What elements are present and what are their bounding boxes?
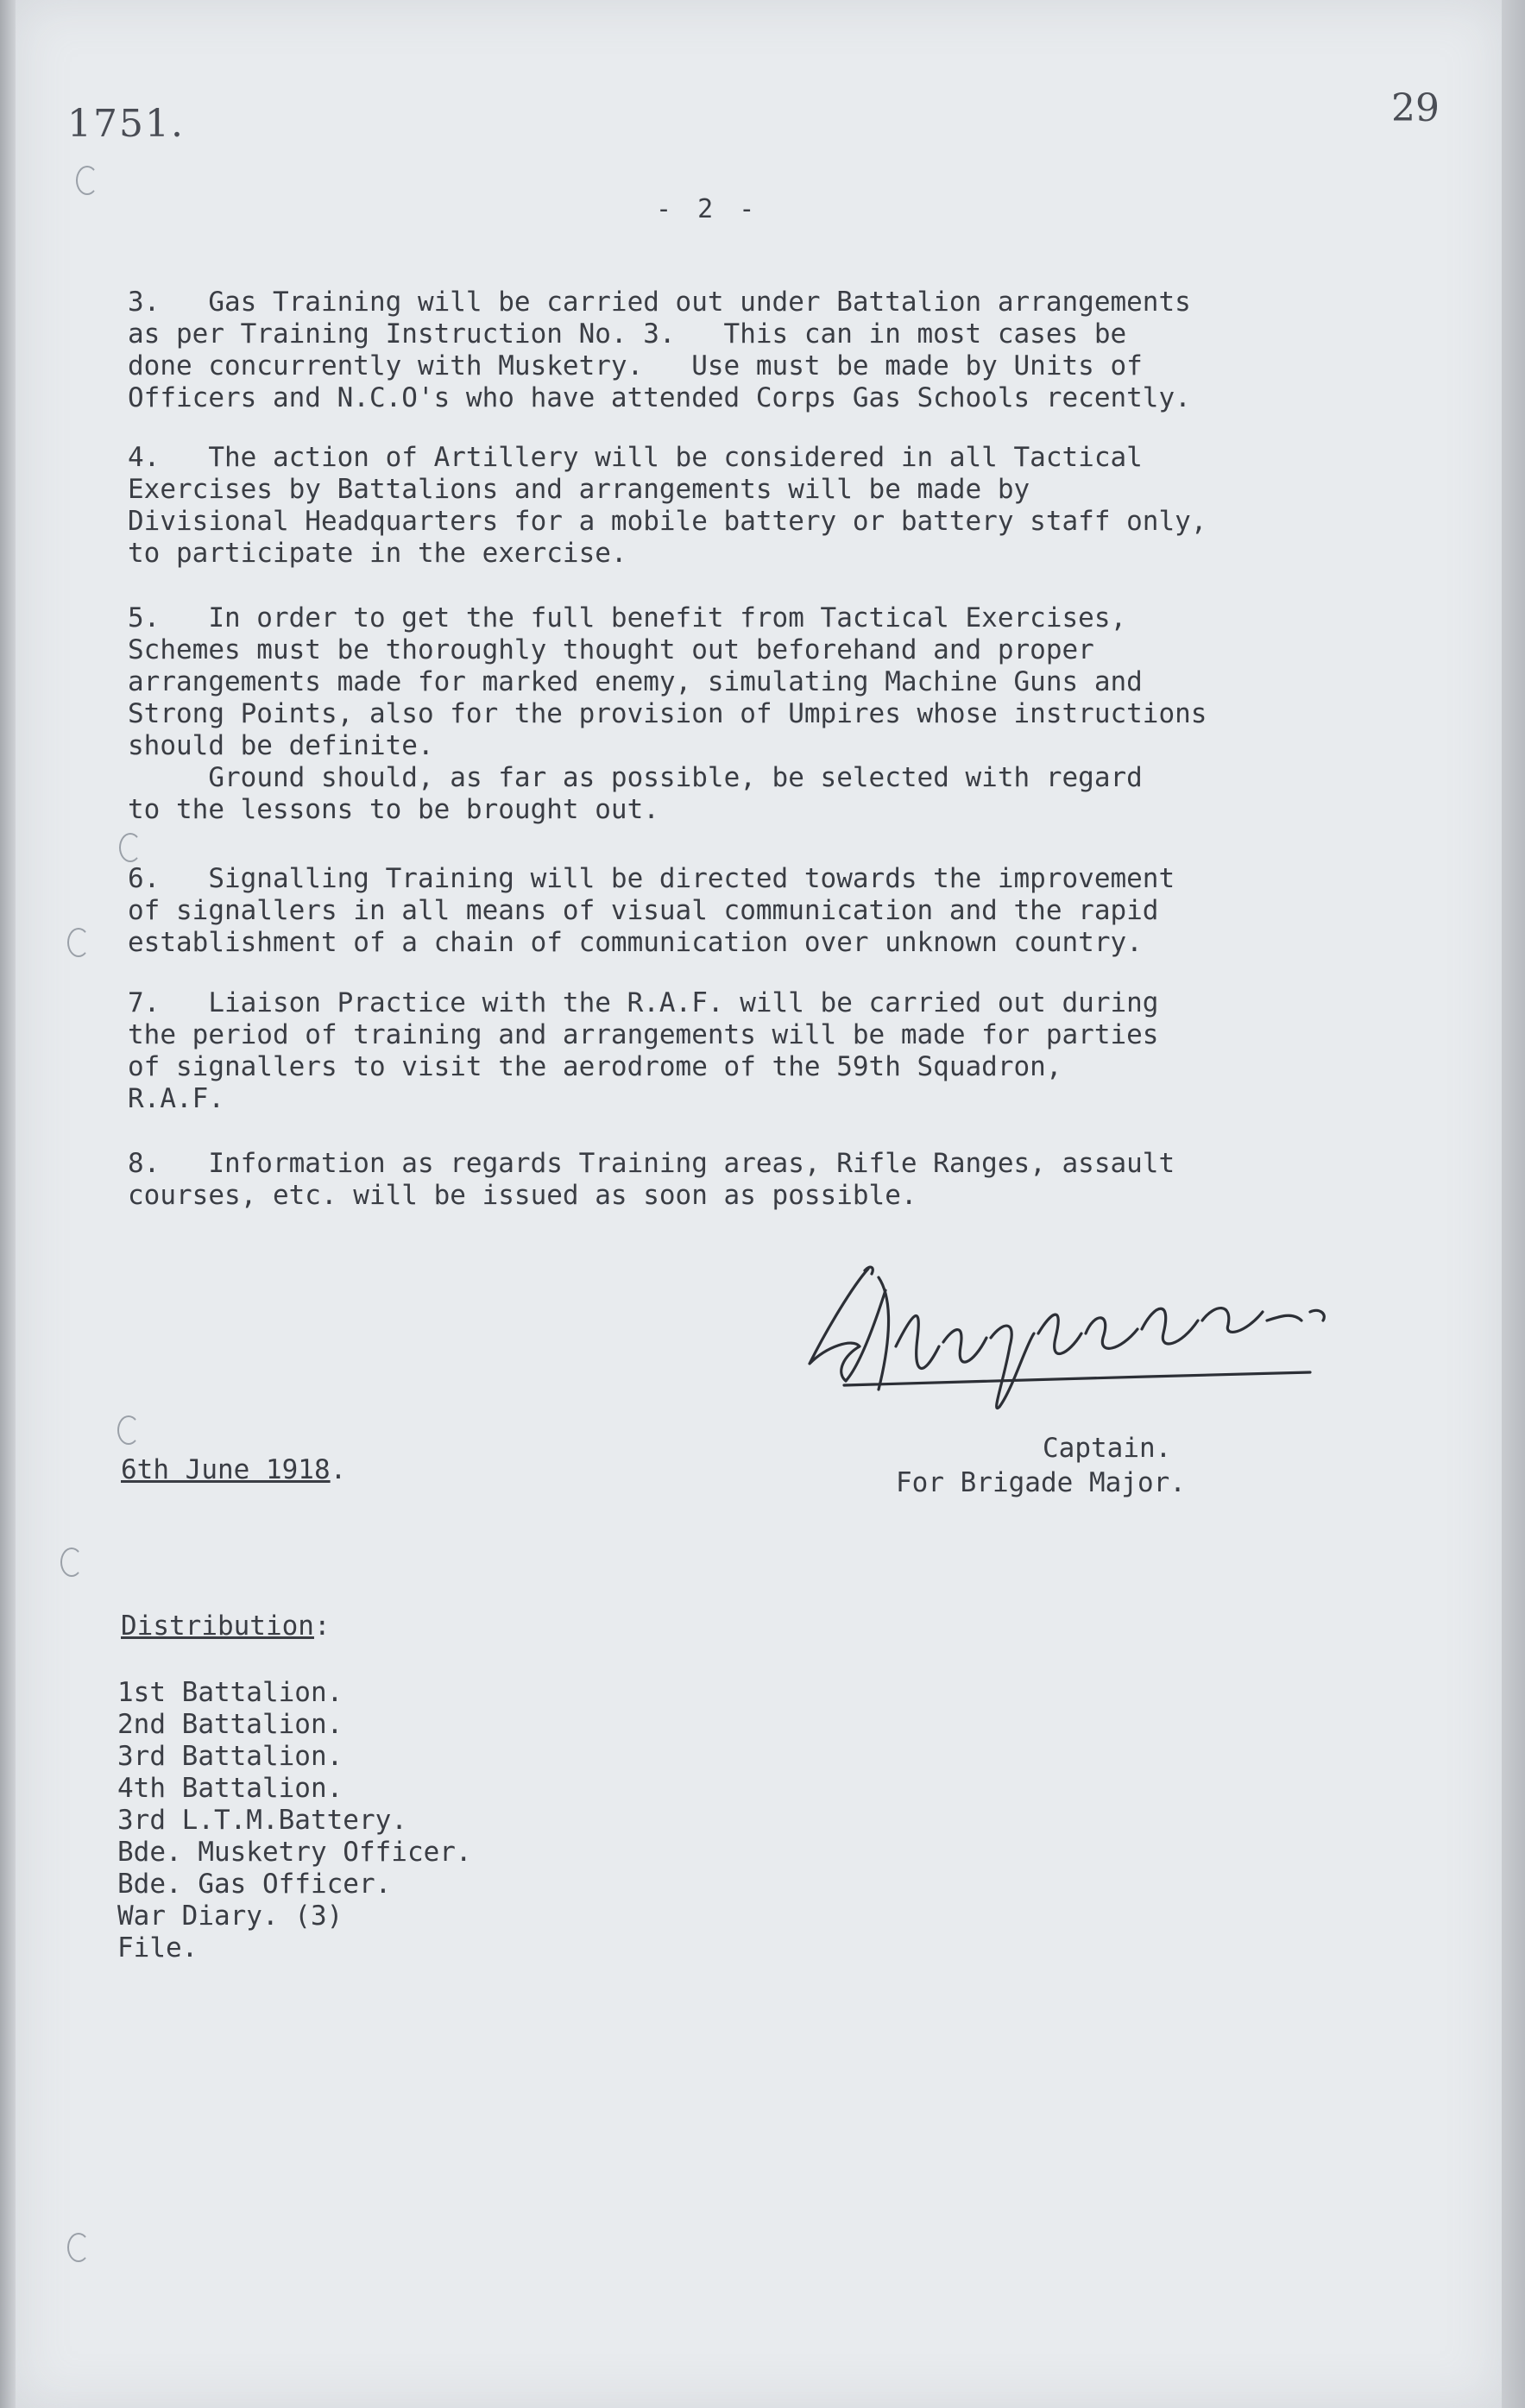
- paper-edge-right: [1502, 0, 1525, 2408]
- punch-hole-icon: [119, 833, 142, 862]
- list-item: 1st Battalion.: [117, 1677, 343, 1708]
- punch-hole-icon: [76, 166, 98, 195]
- signatory-role: For Brigade Major.: [896, 1467, 1186, 1498]
- punch-hole-icon: [67, 928, 90, 957]
- list-item: War Diary. (3): [117, 1901, 343, 1932]
- list-item: Bde. Musketry Officer.: [117, 1837, 472, 1868]
- punch-hole-icon: [60, 1548, 83, 1577]
- paper-edge-left: [0, 0, 16, 2408]
- list-item: File.: [117, 1932, 199, 1964]
- list-item: 2nd Battalion.: [117, 1709, 343, 1740]
- list-item: Bde. Gas Officer.: [117, 1869, 392, 1900]
- paragraph-3: 3. Gas Training will be carried out under Battalion arrangements as per Training Instruction No. 3. This can in most cases be done concurrently with Musketry. Use must be made by Units of Officers and N.C.O's who have attended Corps Gas Schools recently.: [128, 287, 1191, 413]
- distribution-heading-colon: :: [313, 1611, 331, 1642]
- list-item: 3rd Battalion.: [117, 1741, 343, 1772]
- punch-hole-icon: [67, 2233, 90, 2262]
- reference-number: 1751.: [67, 102, 185, 146]
- paragraph-4: 4. The action of Artillery will be considered in all Tactical Exercises by Battalions and arrangements will be made by Divisional Headquarters for a mobile battery or battery staff only, to participate in the exercise.: [128, 442, 1207, 569]
- paragraph-6: 6. Signalling Training will be directed towards the improvement of signallers in all means of visual communication and the rapid establishment of a chain of communication over unknown country.: [128, 863, 1175, 958]
- list-item: 3rd L.T.M.Battery.: [117, 1805, 407, 1836]
- distribution-list: [117, 1677, 472, 1964]
- folio-number: 29: [1391, 86, 1440, 130]
- page-number: - 2 -: [656, 194, 760, 224]
- handwritten-signature: [792, 1251, 1379, 1415]
- paragraph-7: 7. Liaison Practice with the R.A.F. will be carried out during the period of training and arrangements will be made for parties of signallers to visit the aerodrome of the 59th Squadron, R.A.F.: [128, 987, 1159, 1114]
- list-item: 4th Battalion.: [117, 1773, 343, 1804]
- document-date-suffix: .: [330, 1454, 347, 1485]
- signatory-title: Captain.: [1043, 1433, 1172, 1464]
- document-date: [121, 1454, 346, 1485]
- distribution-heading-text: Distribution: [121, 1611, 314, 1642]
- distribution-heading: [121, 1611, 331, 1642]
- document-date-value: 6th June 1918: [121, 1454, 331, 1485]
- punch-hole-icon: [117, 1415, 140, 1445]
- paragraph-8: 8. Information as regards Training areas, Rifle Ranges, assault courses, etc. will be issued as soon as possible.: [128, 1148, 1175, 1211]
- paragraph-5: 5. In order to get the full benefit from Tactical Exercises, Schemes must be thoroughly thought out beforehand and proper arrangements made for marked enemy, simulating Machine Guns and Strong Points, also for the provision of Umpires whose instructions should be definite. Ground should, as far as possible, be selected with regard to the lessons to be brought out.: [128, 602, 1207, 825]
